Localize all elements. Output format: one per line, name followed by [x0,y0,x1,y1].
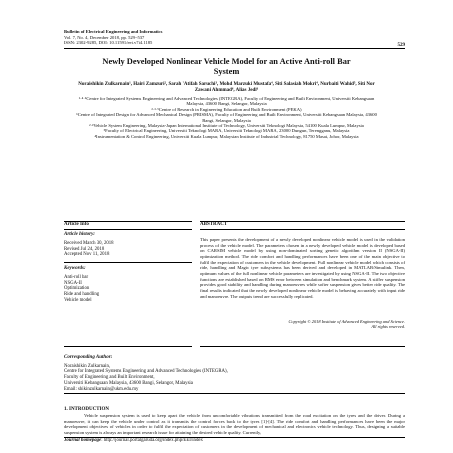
article-history-label: Article history: [64,232,95,237]
affiliation: ⁴Instrumentation & Control Engineering, Universiti Kuala Lumpur, Malaysian Institute of Industrial Technology, 81750 Masai, Johor, Malaysia [94,133,359,139]
section-heading-introduction: 1. INTRODUCTION [64,407,110,412]
accepted-date: Accepted Nov 11, 2018 [64,252,110,258]
copyright-line: All rights reserved. [371,324,405,330]
journal-volume: Vol. 7, No. 4, December 2018, pp. 529~537 [64,34,145,40]
article-info-rule [64,229,192,230]
journal-homepage-link[interactable]: : http://journal.portalgaruda.org/index.php/EEI/index [101,438,203,443]
abstract-rule-top [200,221,405,222]
article-info-heading: Article Info [64,222,89,227]
keywords [64,266,99,304]
journal-footer [64,438,203,443]
journal-name: Bulletin of Electrical Engineering and Informatics [64,29,163,34]
keyword: NSGA-II [64,280,82,286]
corresponding-line: Faculty of Engineering and Built Environment, [64,375,155,381]
keyword: Optimization [64,286,90,292]
corresponding-line: Noraishikin Zulkarnain, [64,363,111,369]
corresponding-rule-bottom [64,393,405,394]
article-info-rule-bottom [64,346,192,347]
paper-title: Newly Developed Nonlinear Vehicle Model for an Active Anti-roll Bar System [102,57,351,76]
corresponding-email: Email: shikinzulkarnain@ukm.edu.my [64,386,139,392]
article-history [64,232,114,258]
affiliation: ⁵Faculty of Electrical Engineering, Universiti Teknologi MARA, Universiti Teknologi MARA, 23000 Dungun, Terengganu, Malaysia [103,128,350,134]
header-rule [64,48,405,49]
keywords-label: Keywords: [64,266,86,271]
corresponding-author [64,355,364,392]
received-date: Received March 30, 2018 [64,240,114,246]
corresponding-author-label: Corresponding Author: [64,355,113,360]
keyword: Vehicle model [64,297,92,303]
copyright-notice [200,319,405,330]
copyright-line: Copyright © 2018 Institute of Advanced Engineering and Science. [288,319,405,324]
author-list: Noraishikin Zulkarnain¹, Hairi Zamzuri², Sarah 'Atifah Saruchi³, Mohd Marzuki Mustafa⁴, Siti Salasiah Mokri⁴, Nurbaiti Wahid⁵, Siti Nor Zawani Ahmmad⁶, Alias Jedi⁶ [78,82,375,93]
affiliation: ²·³Vehicle System Engineering, Malaysia-Japan International Institute of Technology, Universiti Teknologi Malaysia, 54100 Kuala Lumpur, Malaysia [89,123,364,129]
revised-date: Revised Jul 24, 2018 [64,246,105,252]
abstract-heading: ABSTRACT [200,222,228,227]
affiliation: ²·³·⁵Centre of Research in Engineering Education and Built Environment (PEKA) [151,106,302,112]
abstract-text: This paper presents the development of a newly developed nonlinear vehicle model is used in the validation process of the vehicle model. The parameters chosen in a newly developed vehicle model is developed based on CARSIM vehicle model by using non-dominated sorting genetic algorithm version II (NSGA-II) optimization method. The ride comfort and handling performances have been one of the main objective to fulfil the expectation of customers in the vehicle development. Full nonlinear vehicle model which consists of ride, handling and Magic tyre subsystems has been derived and developed in MATLAB/Simulink. Then, optimum values of the full nonlinear vehicle parameters are investigated by using NSGA-II. The two objective functions are established based on RMS error between simulation and benchmark system. A stiffer suspension provides good stability and handling during manoeuvres while softer suspension gives better ride quality. The final results indicated that the newly developed nonlinear vehicle model is behaving accurately with input ride and manoeuvre. The outputs trend are successfully replicated. [200,237,405,299]
corresponding-line: Centre for Integrated Systems Engineering and Advanced Technologies (INTEGRA), [64,369,228,375]
keyword: Anti-roll bar [64,274,89,280]
affiliation: ⁶Centre of Integrated Design for Advanced Mechanical Design (PRISMA), Faculty of Engineering and Built Environment, Universiti Kebangsaan Malaysia, 43600 Bangi, Selangor, Malaysia [76,112,377,123]
page-number: 529 [397,43,405,48]
footer-label: Journal homepage [64,438,102,443]
affiliations [70,96,383,139]
introduction-text: Vehicle suspension system is used to keep apart the vehicle from uncomfortable vibrations transmitted from the road excitation on the tyres and the driver. During a manoeuvre, it can keep the vehicle under control as it transmits the control forces back to the tyres [1]-[4]. The ride comfort and handling performances have been the major development objectives of vehicles in order to fulfil the expectation of customers in the development of mechanical and electronics vehicle technology. Thus, designing a suitable suspension system is always an important research issue for attaining the desired vehicle quality. Currently, [64,413,405,435]
abstract-rule-bottom [200,346,405,347]
keywords-rule [64,262,192,263]
journal-header [64,29,162,46]
journal-issn: ISSN: 2302-9285, DOI: 10.11591/eei.v7i4.1185 [64,40,153,46]
keyword: Ride and handling [64,292,100,298]
corresponding-line: Universiti Kebangsaan Malaysia, 43600 Bangi, Selangor, Malaysia [64,380,193,386]
affiliation: ¹·⁴·⁶Centre for Integrated Systems Engineering and Advanced Technologies (INTEGRA), Faculty of Engineering and Built Environment, Universiti Kebangsaan Malaysia, 43600 Bangi, Selangor, Malaysia [78,96,375,107]
abstract-rule [200,229,405,230]
